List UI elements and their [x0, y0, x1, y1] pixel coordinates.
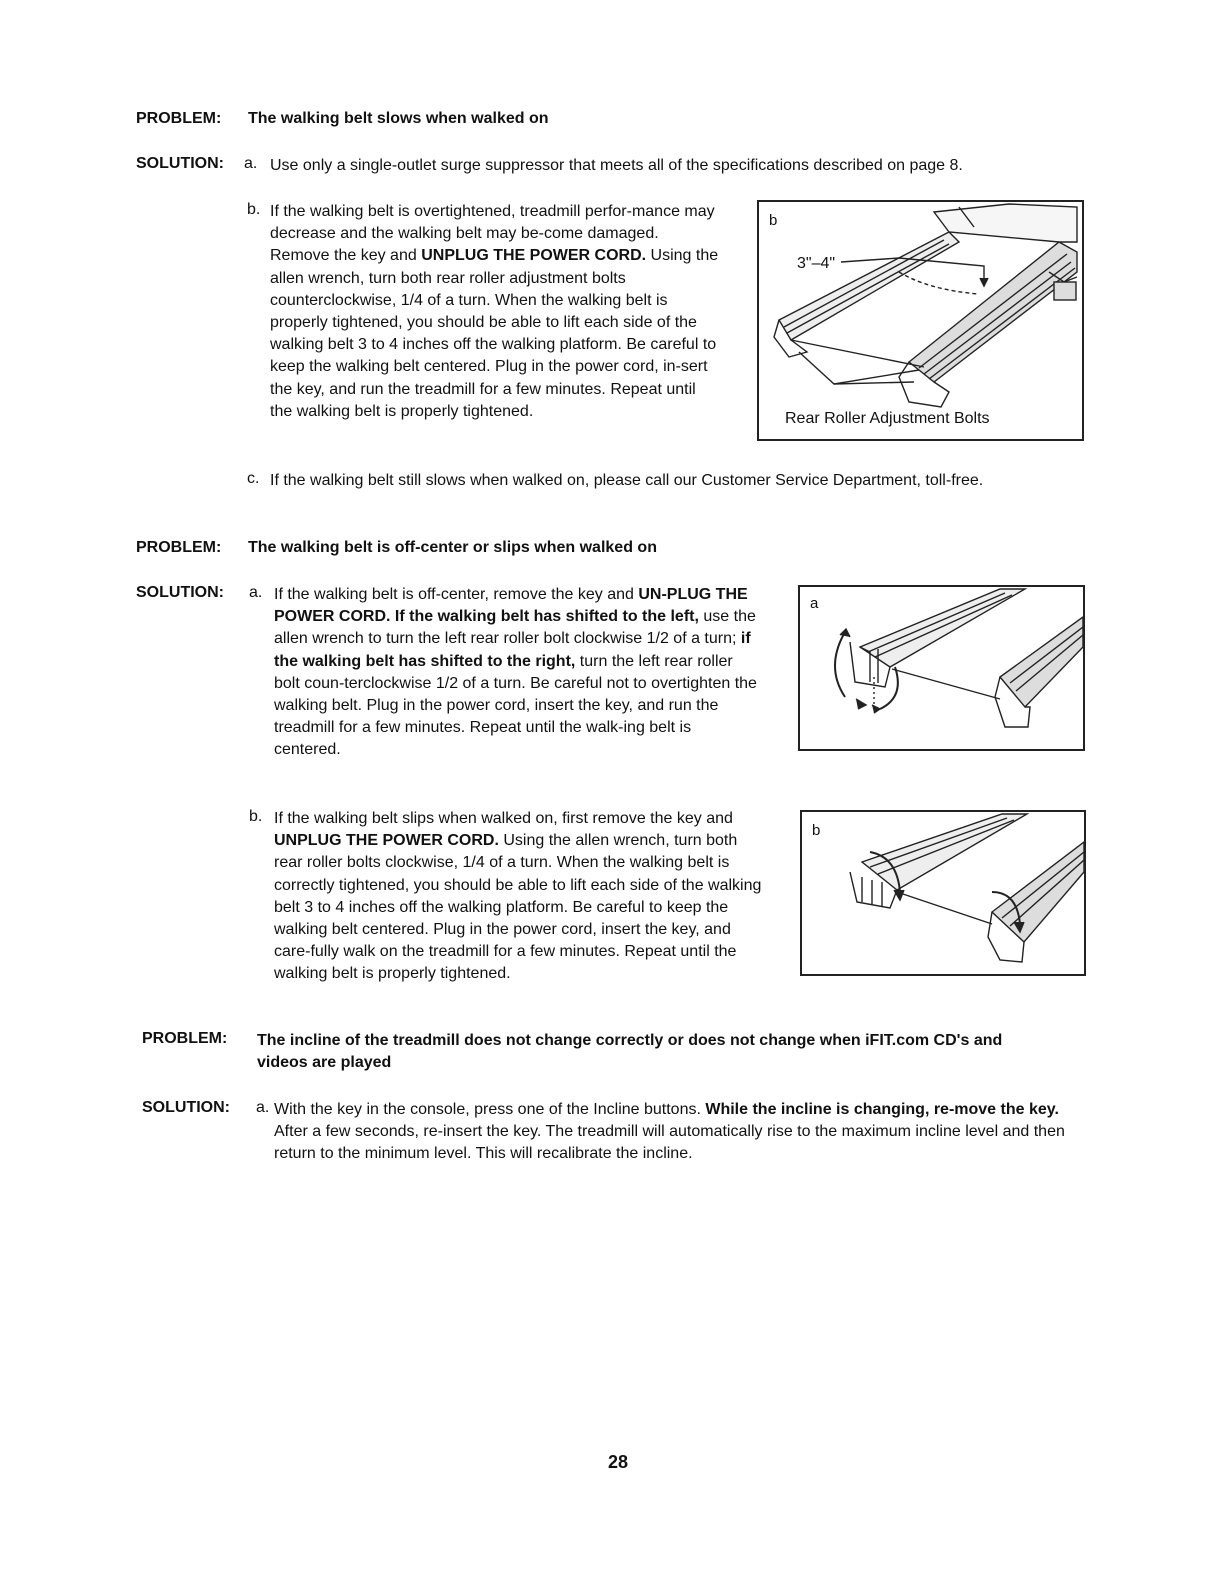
text-run: turn the left rear roller bolt coun-terclockwise 1/2 of a turn. Be careful not to overtighten the walking belt. Plug in the power cord, insert the key, and run the treadmill for a few minutes. Repeat until the walk-ing belt is centered.	[274, 652, 757, 759]
page-number: 28	[608, 1452, 629, 1472]
step-text	[270, 201, 720, 423]
step-letter: c.	[247, 470, 260, 487]
text-run: If the walking belt is off-center, remove the key and	[274, 586, 639, 603]
figure-left-roller-bolt	[798, 585, 1085, 751]
problem-title: The incline of the treadmill does not change correctly or does not change when iFIT.com CD's and videos are played	[257, 1032, 1003, 1071]
step-text	[274, 584, 759, 762]
bold-text: UNPLUG THE POWER CORD.	[421, 247, 647, 265]
solution-label: SOLUTION:	[136, 155, 224, 172]
bold-text: If the walking belt has shifted to the left,	[394, 608, 699, 626]
step-letter: b.	[249, 808, 263, 825]
figure-both-roller-bolts	[800, 810, 1086, 976]
text-run: Using the allen wrench, turn both rear roller bolts clockwise, 1/4 of a turn. When the walking belt is correctly tightened, you should be able to lift each side of the walking belt 3 to 4 inches off the walking platform. Be careful to keep the walking belt centered. Plug in the power cord, insert the key, and care-fully walk on the treadmill for a few minutes. Repeat until the walking belt is properly tightened.	[274, 832, 762, 983]
text-run: Use only a single-outlet surge suppressor that meets all of the specifications described on page 8.	[270, 157, 963, 174]
bold-text: UN-PLUG THE POWER CORD.	[274, 586, 748, 626]
figure-letter: a	[810, 595, 819, 612]
figure-caption: Rear Roller Adjustment Bolts	[785, 410, 990, 427]
step-letter: a.	[256, 1099, 270, 1116]
solution-label: SOLUTION:	[142, 1099, 230, 1116]
text-run: If the walking belt slips when walked on, first remove the key and	[274, 810, 733, 827]
step-text	[274, 1099, 1084, 1166]
text-run: If the walking belt still slows when walked on, please call our Customer Service Department, toll-free.	[270, 472, 984, 489]
text-run: Using the allen wrench, turn both rear roller adjustment bolts counterclockwise, 1/4 of a turn. When the walking belt is properly tightened, you should be able to lift each side of the walking belt 3 to 4 inches off the walking platform. Be careful to keep the walking belt centered. Plug in the power cord, in-sert the key, and run the treadmill for a few minutes. Repeat until the walking belt is properly tightened.	[270, 247, 719, 420]
step-letter: a.	[244, 155, 258, 172]
treadmill-deck-drawing	[759, 202, 1082, 439]
text-run: If the walking belt is overtightened, treadmill perfor-mance may decrease and the walking belt may be-come damaged. Remove the key and	[270, 203, 715, 265]
text-run: After a few seconds, re-insert the key. The treadmill will automatically rise to the maximum incline level and then return to the minimum level. This will recalibrate the incline.	[274, 1123, 1065, 1163]
figure-letter: b	[769, 212, 778, 229]
step-letter: a.	[249, 584, 263, 601]
figure-rear-roller-bolts	[757, 200, 1084, 441]
figure-letter: b	[812, 822, 821, 839]
step-text	[274, 808, 764, 986]
bold-text: While the incline is changing, re-move the key.	[705, 1101, 1059, 1118]
problem-label: PROBLEM:	[142, 1030, 228, 1047]
text-run: With the key in the console, press one of the Incline buttons.	[274, 1101, 706, 1118]
treadmill-rail-drawing	[800, 587, 1083, 749]
step-text	[270, 470, 1080, 492]
problem-label: PROBLEM:	[136, 539, 222, 556]
bold-text: UNPLUG THE POWER CORD.	[274, 832, 499, 850]
text-run: use the allen wrench to turn the left rear roller bolt clockwise 1/2 of a turn;	[274, 608, 756, 648]
step-letter: b.	[247, 201, 261, 218]
problem-label: PROBLEM:	[136, 110, 222, 127]
problem-title: The walking belt slows when walked on	[248, 110, 549, 127]
measurement-label: 3"–4"	[797, 255, 836, 272]
bold-text: if the walking belt has shifted to the right,	[274, 630, 751, 670]
problem-title: The walking belt is off-center or slips when walked on	[248, 539, 657, 556]
step-text	[270, 155, 1090, 177]
treadmill-rail-drawing	[802, 812, 1084, 974]
solution-label: SOLUTION:	[136, 584, 224, 601]
